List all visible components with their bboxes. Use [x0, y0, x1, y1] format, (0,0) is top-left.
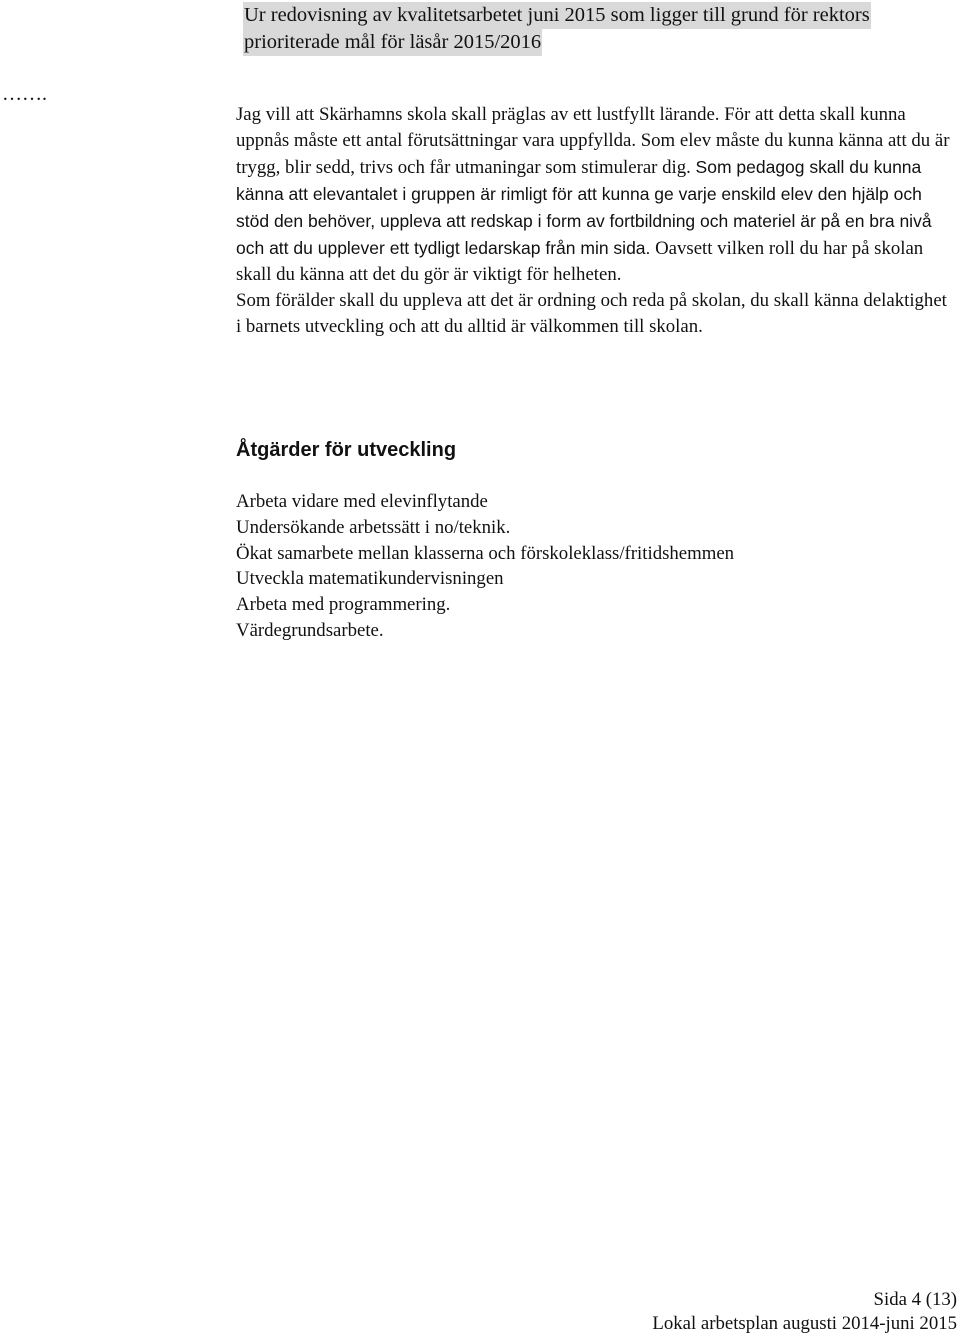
ellipsis-marker: …….	[2, 83, 47, 105]
list-item: Arbeta vidare med elevinflytande	[236, 491, 488, 512]
vision-teacher-text: Som pedagog skall du kunna känna att elevantalet i gruppen är rimligt för att kunna ge varje enskild elev den hjälp och stöd den behöver, uppleva att redskap i form av fortbildning och materiel är på en bra nivå och att du upplever ett tydligt ledarskap från min sida.	[236, 157, 932, 258]
vision-student-text: Jag vill att Skärhamns skola skall präglas av ett lustfyllt lärande. För att detta skall kunna uppnås måste ett antal förutsättningar vara uppfyllda. Som elev måste du kunna känna att du är trygg, blir sedd, trivs och får utmaningar som stimulerar dig.	[236, 104, 950, 178]
vision-parent-paragraph: Som förälder skall du uppleva att det är ordning och reda på skolan, du skall känna delaktighet i barnets utveckling och att du alltid är välkommen till skolan.	[236, 290, 947, 337]
list-item: Ökat samarbete mellan klasserna och förskoleklass/fritidshemmen	[236, 542, 735, 564]
vision-text	[236, 102, 956, 340]
header-line-2: prioriterade mål för läsår 2015/2016	[243, 29, 542, 56]
document-header	[243, 2, 871, 56]
page-number: Sida 4 (13)	[873, 1289, 957, 1310]
list-item: Arbeta med programmering.	[236, 594, 451, 616]
section-heading-actions: Åtgärder för utveckling	[236, 439, 457, 461]
list-item: Undersökande arbetssätt i no/teknik.	[236, 516, 511, 538]
vision-paragraph	[236, 102, 956, 288]
header-line-1: Ur redovisning av kvalitetsarbetet juni 2015 som ligger till grund för rektors	[243, 2, 871, 29]
actions-list	[236, 489, 734, 644]
vision-staff-text: Oavsett vilken roll du har på skolan skall du känna att det du gör är viktigt för helheten.	[236, 238, 924, 285]
list-item: Utveckla matematikundervisningen	[236, 568, 504, 590]
footer-document-title: Lokal arbetsplan augusti 2014-juni 2015	[652, 1313, 957, 1334]
list-item: Värdegrundsarbete.	[236, 619, 384, 641]
